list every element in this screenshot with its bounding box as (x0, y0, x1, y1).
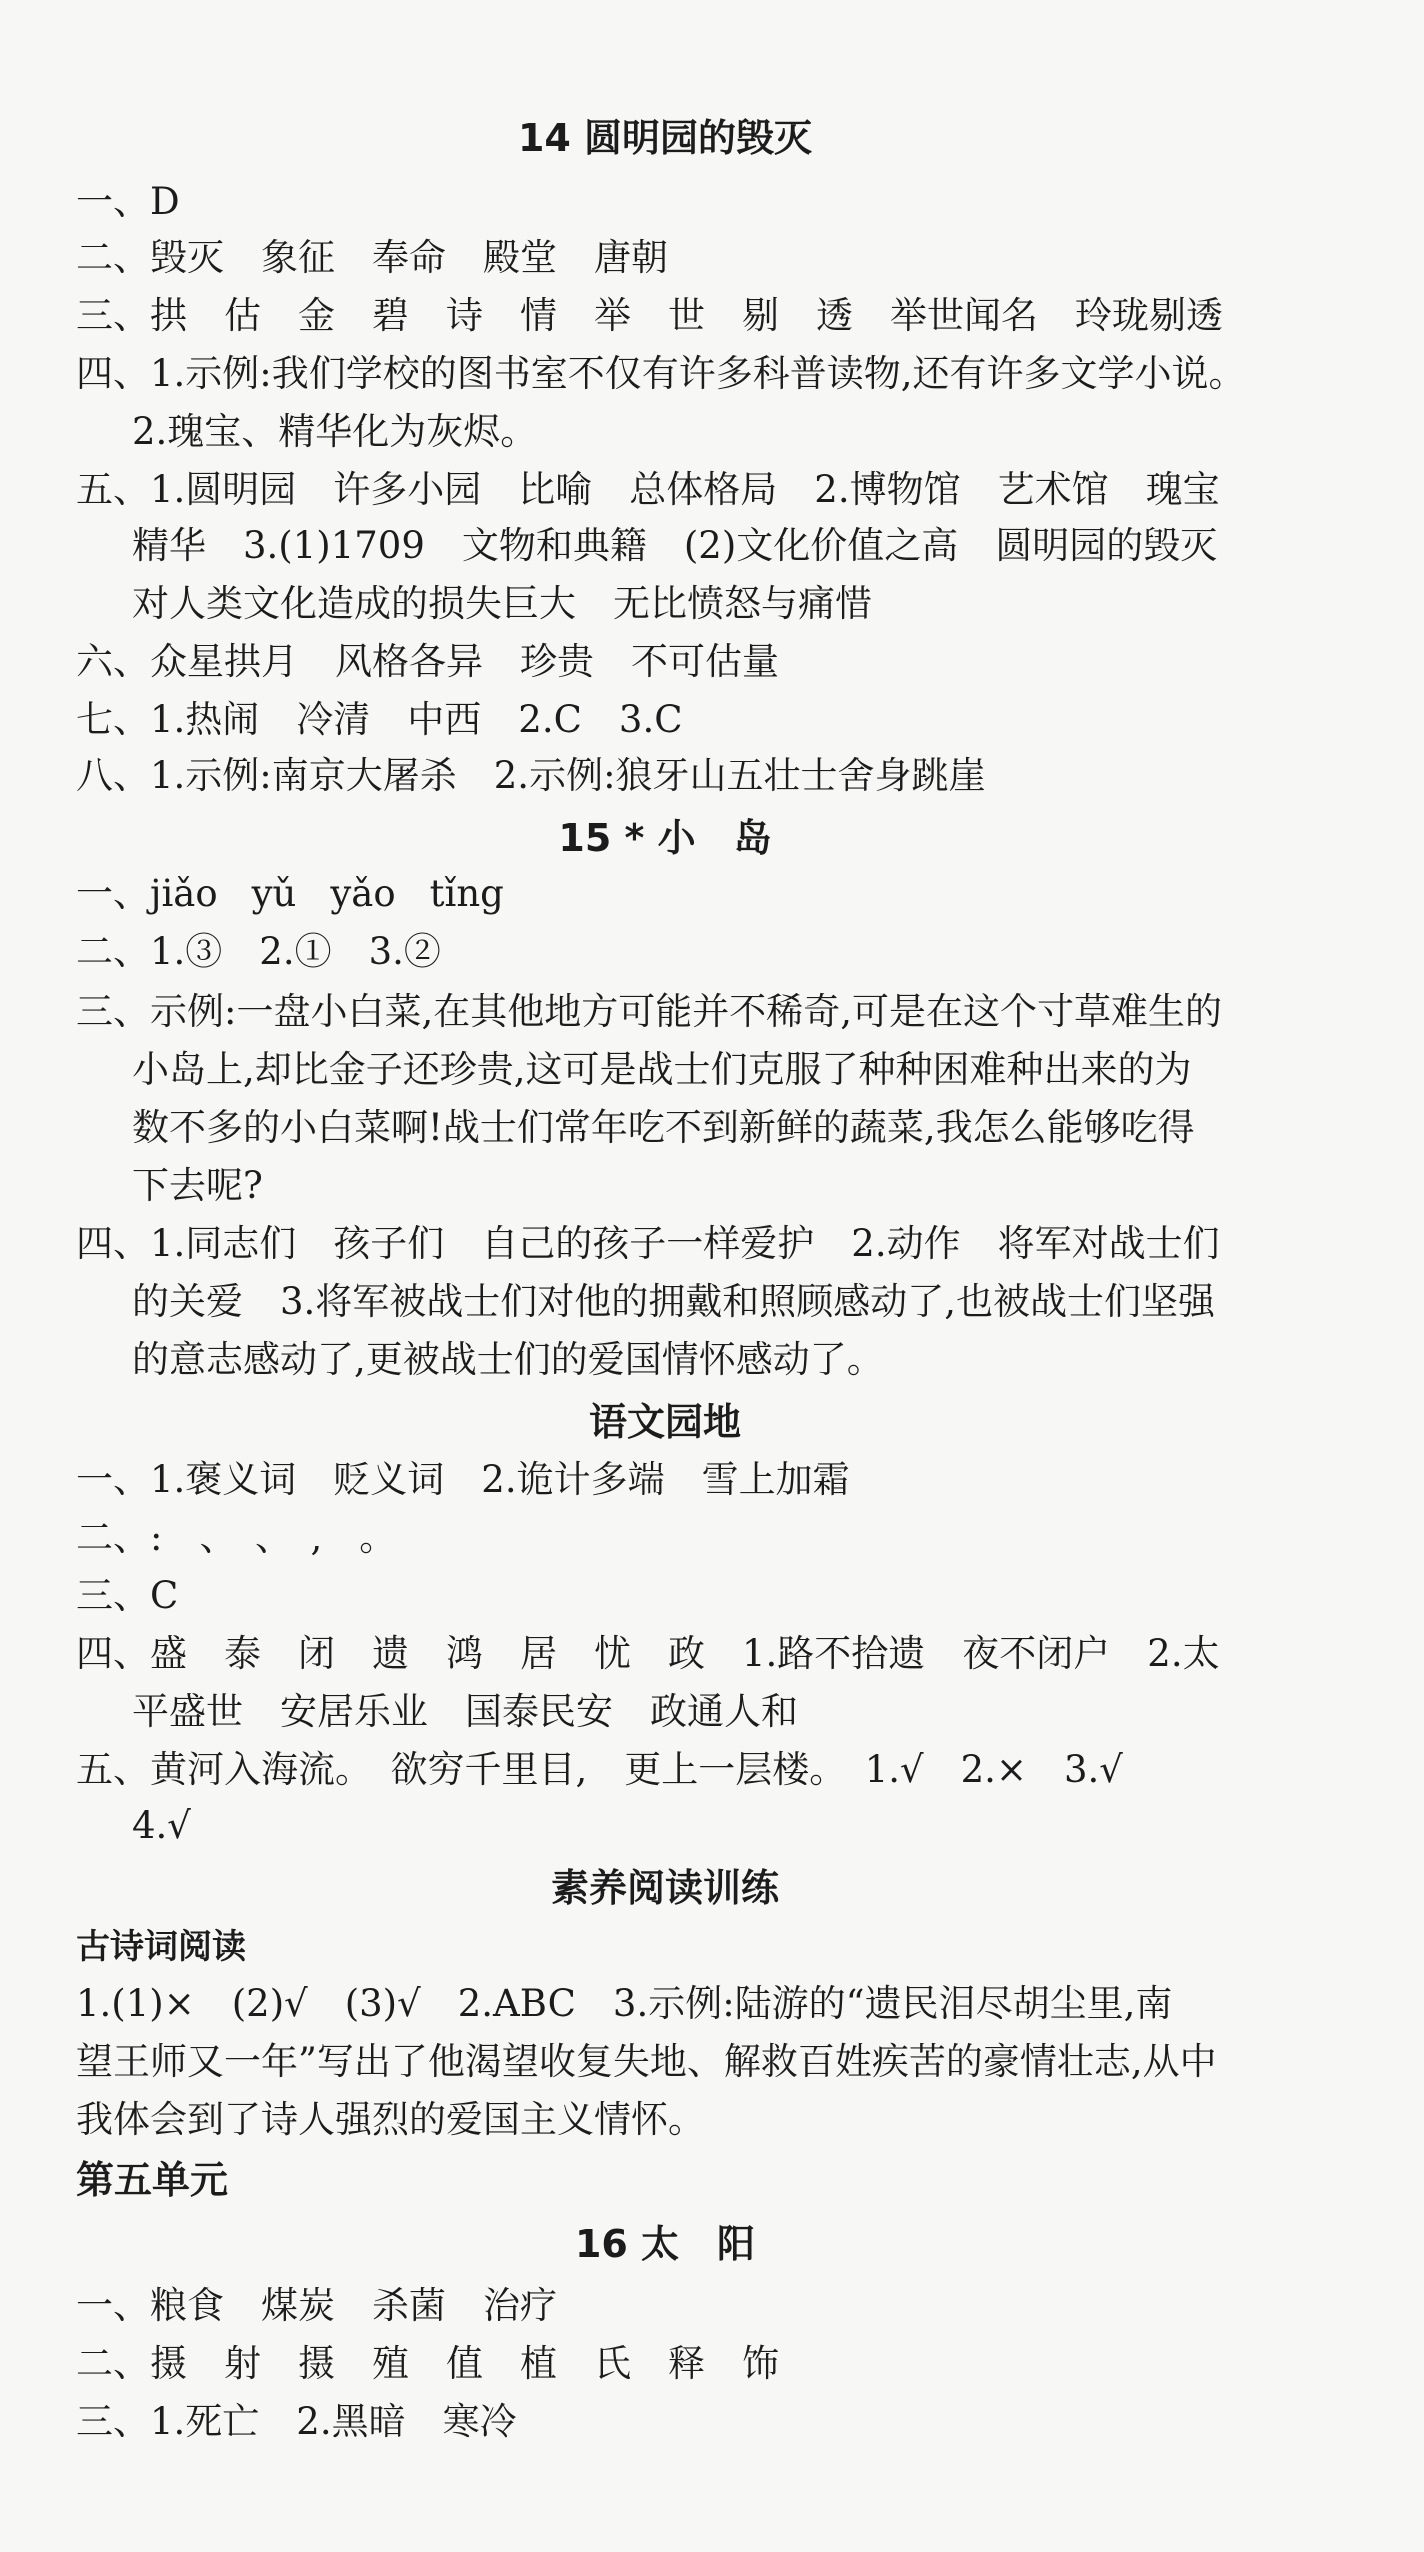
answer-line: 一、D (76, 180, 180, 223)
answer-line: 二、摄 射 摄 殖 值 植 氏 释 饰 (76, 2342, 779, 2385)
answer-line: 下去呢? (132, 1164, 263, 1207)
answer-line: 三、1.死亡 2.黑暗 寒冷 (76, 2400, 517, 2443)
lesson-14-title: 14 圆明园的毁灭 (517, 116, 813, 160)
answer-line: 的意志感动了,更被战士们的爱国情怀感动了。 (132, 1338, 884, 1381)
pinyin-item: yǔ (251, 872, 297, 915)
pinyin-item: tǐng (429, 872, 504, 915)
pinyin-line (76, 868, 1384, 920)
lesson-16-title: 16 太 阳 (574, 2222, 756, 2266)
pinyin-prefix: 一、 (76, 872, 150, 915)
answer-line: 六、众星拱月 风格各异 珍贵 不可估量 (76, 640, 779, 683)
answer-line: 小岛上,却比金子还珍贵,这可是战士们克服了种种困难种出来的为 (132, 1048, 1192, 1091)
answer-line: 五、黄河入海流。 欲穷千里目, 更上一层楼。 1.√ 2.× 3.√ (76, 1748, 1123, 1791)
answer-line: 三、示例:一盘小白菜,在其他地方可能并不稀奇,可是在这个寸草难生的 (76, 990, 1222, 1033)
answer-line: 4.√ (132, 1804, 191, 1847)
answer-line: 二、: 、 、 , 。 (76, 1516, 397, 1559)
reading-title: 素养阅读训练 (550, 1866, 779, 1910)
answer-line: 八、1.示例:南京大屠杀 2.示例:狼牙山五壮士舍身跳崖 (76, 754, 986, 797)
answer-line: 七、1.热闹 冷清 中西 2.C 3.C (76, 698, 683, 741)
answer-line: 二、毁灭 象征 奉命 殿堂 唐朝 (76, 236, 668, 279)
answer-line: 四、盛 泰 闭 遗 鸿 居 忧 政 1.路不拾遗 夜不闭户 2.太 (76, 1632, 1220, 1675)
answer-line: 我体会到了诗人强烈的爱国主义情怀。 (76, 2098, 705, 2141)
pinyin-item: jiǎo (150, 872, 218, 915)
answer-line: 1.(1)× (2)√ (3)√ 2.ABC 3.示例:陆游的“遗民泪尽胡尘里,南 (76, 1982, 1173, 2025)
answer-line: 三、拱 估 金 碧 诗 情 举 世 剔 透 举世闻名 玲珑剔透 (76, 294, 1223, 337)
pinyin-item: yǎo (330, 872, 396, 915)
answer-line: 一、粮食 煤炭 杀菌 治疗 (76, 2284, 557, 2327)
answer-line: 平盛世 安居乐业 国泰民安 政通人和 (132, 1690, 798, 1733)
answer-line: 四、1.示例:我们学校的图书室不仅有许多科普读物,还有许多文学小说。 (76, 352, 1246, 395)
answer-line: 四、1.同志们 孩子们 自己的孩子一样爱护 2.动作 将军对战士们 (76, 1222, 1220, 1265)
answer-line: 2.瑰宝、精华化为灰烬。 (132, 410, 538, 453)
answer-line: 对人类文化造成的损失巨大 无比愤怒与痛惜 (132, 582, 872, 625)
unit-title: 第五单元 (76, 2158, 229, 2202)
answer-line: 二、1.③ 2.① 3.② (76, 930, 441, 973)
answer-line: 三、C (76, 1574, 179, 1617)
lesson-15-title: 15 * 小 岛 (558, 816, 772, 860)
garden-title: 语文园地 (588, 1400, 741, 1444)
answer-line: 五、1.圆明园 许多小园 比喻 总体格局 2.博物馆 艺术馆 瑰宝 (76, 468, 1220, 511)
answer-line: 一、1.褒义词 贬义词 2.诡计多端 雪上加霜 (76, 1458, 850, 1501)
answer-line: 的关爱 3.将军被战士们对他的拥戴和照顾感动了,也被战士们坚强 (132, 1280, 1216, 1323)
reading-subtitle: 古诗词阅读 (76, 1927, 246, 1967)
answer-line: 精华 3.(1)1709 文物和典籍 (2)文化价值之高 圆明园的毁灭 (132, 524, 1218, 567)
answer-line: 数不多的小白菜啊!战士们常年吃不到新鲜的蔬菜,我怎么能够吃得 (132, 1106, 1195, 1149)
answer-line: 望王师又一年”写出了他渴望收复失地、解救百姓疾苦的豪情壮志,从中 (76, 2040, 1217, 2083)
